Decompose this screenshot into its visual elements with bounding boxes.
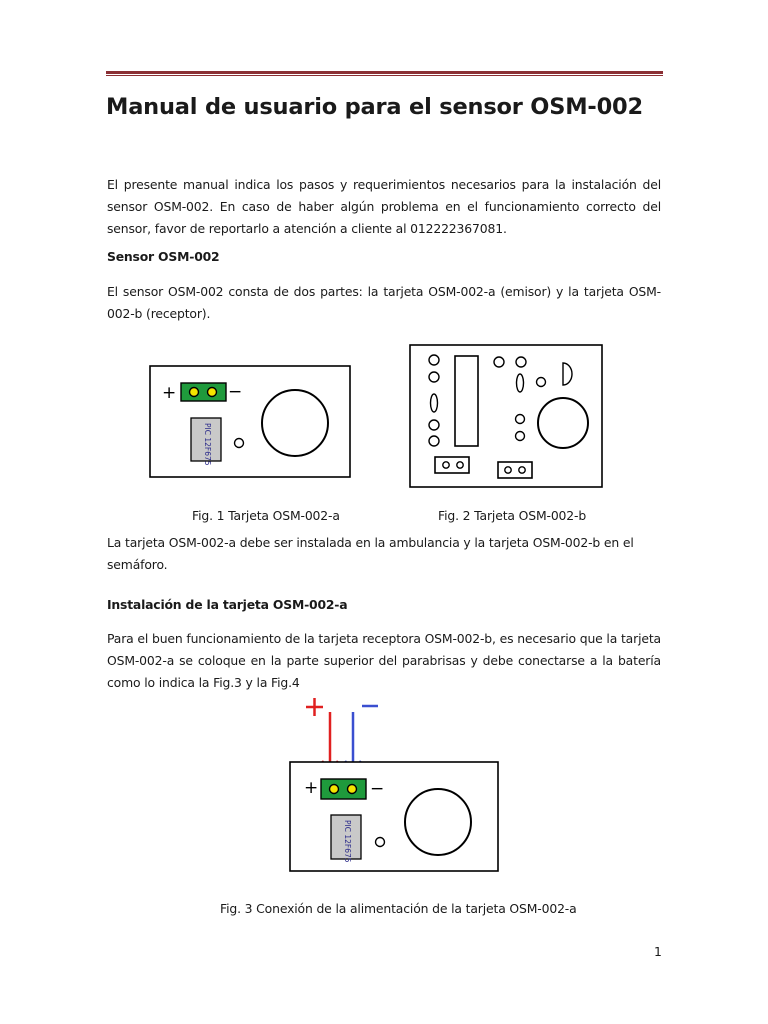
fig3-caption: Fig. 3 Conexión de la alimentación de la tarjeta OSM-002-a [220, 901, 577, 916]
oval-hole [517, 374, 524, 392]
plus-sign: + [162, 383, 177, 403]
component-slot [455, 356, 478, 446]
oval-hole [431, 394, 438, 412]
hole [537, 378, 546, 387]
hole [429, 420, 439, 430]
terminal-pin-positive [190, 388, 199, 397]
emitter-lens [405, 789, 471, 855]
pic-chip-label: PIC 12F675 [203, 423, 212, 466]
installation-paragraph: Para el buen funcionamiento de la tarjeta receptora OSM-002-b, es necesario que la tarjeta OSM-002-a se coloque en la parte superior del parabrisas y debe conectarse a la batería como lo indica la Fig.3 y la Fig.4 [107, 631, 661, 690]
fig3-power-connection [290, 698, 498, 871]
connector-pin [519, 467, 525, 473]
page-title: Manual de usuario para el sensor OSM-002 [106, 94, 643, 120]
sensor-paragraph: El sensor OSM-002 consta de dos partes: la tarjeta OSM-002-a (emisor) y la tarjeta OSM-002-b (receptor). [107, 284, 661, 321]
section-heading-installation: Instalación de la tarjeta OSM-002-a [107, 597, 348, 612]
connector-pin [505, 467, 511, 473]
emitter-lens [262, 390, 328, 456]
fig2-caption: Fig. 2 Tarjeta OSM-002-b [438, 508, 587, 523]
hole [516, 415, 525, 424]
mount-hole [235, 439, 244, 448]
minus-sign: − [228, 382, 243, 402]
connector-left [435, 457, 469, 473]
hole [429, 355, 439, 365]
receiver-lens [538, 398, 588, 448]
hole [429, 436, 439, 446]
pic-chip-label: PIC 12F675 [343, 820, 352, 863]
mount-hole [376, 838, 385, 847]
page-number: 1 [654, 944, 662, 959]
power-terminal [321, 779, 366, 799]
power-terminal [181, 383, 226, 401]
connector-pin [443, 462, 449, 468]
terminal-pin-positive [330, 785, 339, 794]
hole [494, 357, 504, 367]
connector-pin [457, 462, 463, 468]
hole [516, 432, 525, 441]
hole [516, 357, 526, 367]
fig2-board-b [410, 345, 602, 487]
fig1-board-a [150, 366, 350, 477]
minus-sign: − [370, 779, 385, 799]
connector-right [498, 462, 532, 478]
terminal-pin-negative [348, 785, 357, 794]
installation-note: La tarjeta OSM-002-a debe ser instalada en la ambulancia y la tarjeta OSM-002-b en el semáforo. [107, 535, 634, 572]
terminal-pin-negative [208, 388, 217, 397]
positive-arrow [306, 698, 338, 772]
section-heading-sensor: Sensor OSM-002 [107, 249, 220, 264]
intro-paragraph: El presente manual indica los pasos y requerimientos necesarios para la instalación del sensor OSM-002. En caso de haber algún problema en el funcionamiento correcto del sensor, favor de reportarlo a atención a cliente al 012222367081. [107, 177, 661, 236]
fig1-caption: Fig. 1 Tarjeta OSM-002-a [192, 508, 340, 523]
plus-sign: + [304, 778, 319, 798]
hole [429, 372, 439, 382]
